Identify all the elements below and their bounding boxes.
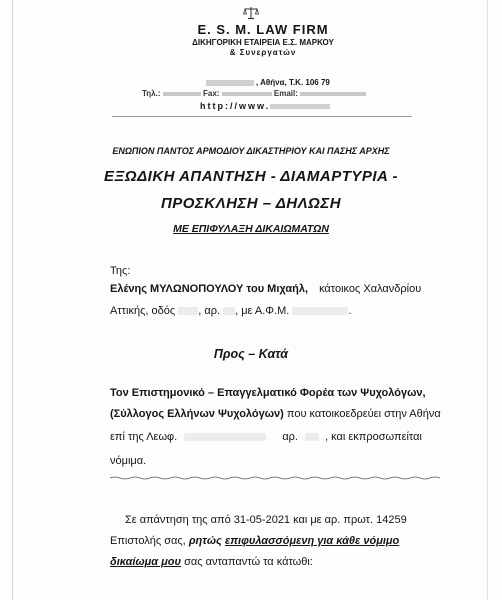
- recipient-name: (Σύλλογος Ελλήνων Ψυχολόγων): [110, 408, 284, 420]
- letterhead: [0, 6, 502, 57]
- document-title-line1: ΕΞΩΔΙΚΗ ΑΠΑΝΤΗΣΗ - ΔΙΑΜΑΡΤΥΡΙΑ -: [104, 168, 398, 185]
- email-label: Email:: [273, 89, 298, 98]
- redacted-phone: [163, 92, 201, 96]
- emphasis-reservation: επιφυλασσόμενη για κάθε νόμιμο: [224, 535, 400, 547]
- letterhead-divider: [112, 116, 412, 117]
- redacted-tax-id: [292, 307, 348, 315]
- firm-website: http://www.: [200, 101, 330, 111]
- body-line3: δικαίωμα μου σας ανταπαντώ τα κάτωθι:: [110, 556, 313, 568]
- from-line1: Ελένης ΜΥΛΩΝΟΠΟΥΛΟΥ του Μιχαήλ, κάτοικος Χαλανδρίου: [110, 283, 422, 295]
- fax-label: Fax:: [202, 89, 220, 98]
- emphasis-right: δικαίωμα μου: [110, 556, 182, 568]
- from-line2: Αττικής, οδός , αρ. , με Α.Φ.Μ. .: [110, 305, 352, 317]
- page-edge-right: [487, 0, 488, 600]
- firm-address: , Αθήνα, Τ.Κ. 106 79: [206, 78, 330, 87]
- redacted-street-name: [178, 307, 198, 315]
- emphasis-explicitly: ρητώς: [188, 535, 222, 547]
- body-line2: Επιστολής σας, ρητώς επιφυλασσόμενη για κάθε νόμιμο: [110, 535, 400, 547]
- redacted-website: [270, 104, 330, 109]
- document-title-line3: ΜΕ ΕΠΙΦΥΛΑΞΗ ΔΙΚΑΙΩΜΑΤΩΝ: [173, 223, 329, 235]
- page-edge-left: [12, 0, 13, 600]
- redacted-email: [300, 92, 366, 96]
- redacted-street: [206, 80, 254, 86]
- against-heading: Προς – Κατά: [213, 347, 289, 361]
- scales-of-justice-icon: [243, 6, 259, 20]
- redacted-fax: [222, 92, 272, 96]
- redacted-street-number: [223, 307, 235, 315]
- redacted-avenue-number: [305, 433, 319, 441]
- recipient-line4: νόμιμα.: [110, 455, 147, 467]
- redacted-avenue: [184, 433, 266, 441]
- recipient-line3: επί της Λεωφ. αρ. , και εκπροσωπείται: [110, 431, 422, 443]
- firm-contact: [142, 89, 366, 98]
- section-divider: [110, 476, 440, 480]
- firm-partners: & Συνεργατών: [229, 48, 297, 57]
- court-heading: ΕΝΩΠΙΟΝ ΠΑΝΤΟΣ ΑΡΜΟΔΙΟΥ ΔΙΚΑΣΤΗΡΙΟΥ ΚΑΙ ΠΑΣΗΣ ΑΡΧΗΣ: [112, 146, 390, 156]
- recipient-line1: Τον Επιστημονικό – Επαγγελματικό Φορέα των Ψυχολόγων,: [110, 387, 426, 399]
- phone-label: Τηλ.:: [142, 89, 161, 98]
- document-title-line2: ΠΡΟΣΚΛΗΣΗ – ΔΗΛΩΣΗ: [160, 195, 342, 212]
- from-label: Της:: [110, 265, 131, 277]
- firm-name: E. S. M. LAW FIRM: [197, 22, 329, 37]
- sender-name: Ελένης ΜΥΛΩΝΟΠΟΥΛΟΥ του Μιχαήλ,: [110, 283, 308, 295]
- body-line1: Σε απάντηση της από 31-05-2021 και με αρ. πρωτ. 14259: [125, 514, 407, 526]
- recipient-line2: (Σύλλογος Ελλήνων Ψυχολόγων) που κατοικοεδρεύει στην Αθήνα: [110, 408, 441, 420]
- firm-subtitle: ΔΙΚΗΓΟΡΙΚΗ ΕΤΑΙΡΕΙΑ Ε.Σ. ΜΑΡΚΟΥ: [192, 38, 334, 47]
